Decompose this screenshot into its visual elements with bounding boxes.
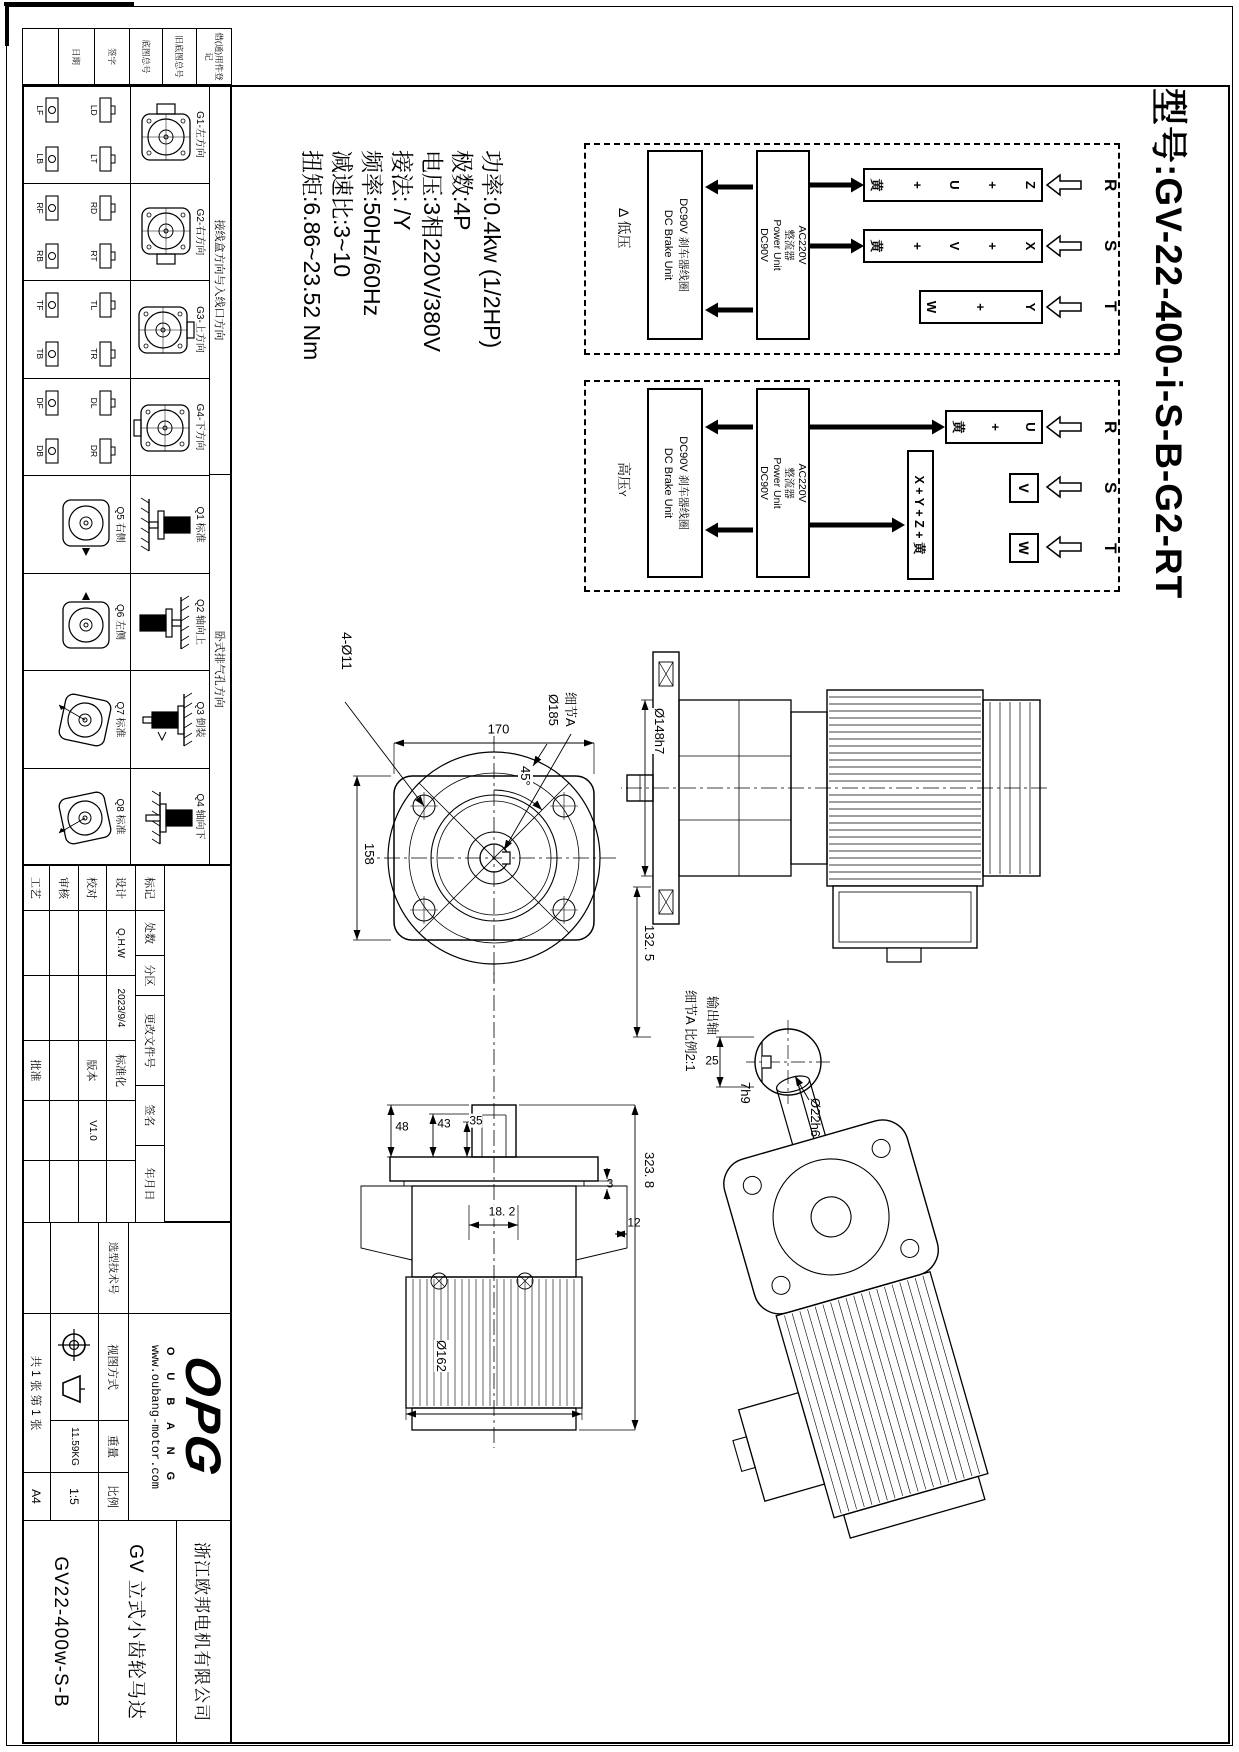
first-angle-symbol bbox=[58, 1328, 92, 1362]
tb-scale-value bbox=[50, 1472, 99, 1521]
orientation-code: LD bbox=[89, 104, 100, 116]
tb-version-val bbox=[78, 1100, 107, 1161]
power-unit-line: Power Unit bbox=[771, 219, 783, 271]
power-unit-line: 整流器 bbox=[783, 229, 796, 261]
margin-field-old-master bbox=[162, 28, 197, 85]
tb-empty-mid-bottom bbox=[22, 1222, 51, 1314]
orientation-cell-label: Q2 轴向上 bbox=[194, 598, 205, 646]
tb-design-label bbox=[106, 865, 136, 911]
terminal-char: + bbox=[985, 181, 1001, 189]
tb-label: 标记 bbox=[143, 877, 155, 899]
tb-design-date bbox=[106, 975, 136, 1041]
tb-r5-rest bbox=[22, 1160, 50, 1223]
cable-entry-icon bbox=[45, 146, 63, 172]
tb-view-label bbox=[98, 1313, 129, 1421]
terminal-char: Y bbox=[1023, 302, 1038, 312]
orientation-cell-label: Q1 标准 bbox=[194, 506, 205, 543]
terminal-char: + bbox=[909, 242, 925, 250]
orientation-code: DR bbox=[89, 444, 100, 458]
detail-ref-label: 细节A bbox=[563, 692, 578, 727]
tb-hdr-docno bbox=[135, 995, 165, 1086]
tb-label: 版本 bbox=[85, 1059, 98, 1082]
tb-empty-mid-top bbox=[128, 1222, 232, 1314]
spec-torque: 扭矩:6.86~23.52 Nm bbox=[299, 150, 325, 361]
orientation-cell-g4 bbox=[22, 378, 210, 475]
orientation-code: RT bbox=[89, 250, 100, 262]
terminal-char: U bbox=[1023, 422, 1038, 432]
tb-label: 审核 bbox=[57, 877, 69, 899]
orientation-cell-label: Q7 标准 bbox=[114, 701, 125, 738]
tb-label: 批准 bbox=[29, 1059, 41, 1082]
tb-product bbox=[98, 1520, 177, 1744]
orientation-cell-label: Q5 右侧 bbox=[114, 506, 125, 543]
tb-label: 分区 bbox=[143, 964, 155, 987]
terminal-char: 黄 bbox=[869, 178, 884, 192]
tb-value: 共 1 张 第 1 张 bbox=[29, 1355, 42, 1431]
tb-audit-sig bbox=[49, 910, 79, 976]
terminal-char: + bbox=[988, 423, 1004, 431]
tb-hdr-count bbox=[135, 910, 165, 956]
terminal-box-icon bbox=[99, 243, 117, 269]
view-isometric bbox=[641, 1051, 1009, 1561]
terminal-char: 黄 bbox=[951, 420, 966, 434]
orientation-cell-q3 bbox=[22, 670, 210, 768]
tb-r4-c5 bbox=[49, 1100, 79, 1161]
margin-field-sign bbox=[94, 28, 130, 85]
tb-check-sig bbox=[78, 910, 107, 976]
opg-logo: OPG bbox=[175, 1351, 231, 1482]
power-unit-line: AC220V bbox=[796, 225, 808, 265]
dim-body-dia: Ø162 bbox=[434, 1340, 449, 1372]
orientation-cell-label: Q4 轴向下 bbox=[194, 793, 205, 840]
dim-shaft-48: 48 bbox=[395, 1119, 409, 1134]
margin-field-label: 旧底图总号 bbox=[174, 35, 185, 78]
tb-r4-c4 bbox=[49, 1040, 79, 1101]
orientation-code: LT bbox=[89, 154, 100, 164]
motor-face-icon bbox=[49, 785, 115, 851]
dim-shaft-dia: Ø22h6 bbox=[808, 1098, 823, 1138]
orientation-header-text: 接线盒方向与入线口方向 bbox=[213, 219, 226, 341]
view-flange bbox=[345, 702, 616, 982]
orientation-code: DL bbox=[89, 397, 100, 409]
spec-voltage: 电压:3相220V/380V bbox=[419, 150, 445, 353]
tb-process-sig bbox=[22, 910, 50, 976]
orientation-cell-label: G3-上方向 bbox=[194, 306, 205, 353]
cable-entry-icon bbox=[45, 438, 63, 464]
terminal-box-icon bbox=[99, 341, 117, 367]
margin-field-label: 日期 bbox=[71, 47, 82, 65]
tb-standardize-label bbox=[106, 1040, 136, 1101]
power-unit-line: Power Unit bbox=[771, 457, 783, 509]
motor-side-icon bbox=[134, 688, 196, 752]
terminal-box-icon bbox=[99, 195, 117, 221]
tb-label: 年月日 bbox=[143, 1167, 155, 1201]
orientation-header-exhaust bbox=[209, 474, 232, 866]
phase-s-high: S bbox=[1101, 482, 1120, 494]
tb-label: 签名 bbox=[143, 1104, 155, 1127]
dim-flange-height: 158 bbox=[362, 843, 377, 865]
motor-face-icon bbox=[133, 100, 195, 170]
spec-power: 功率:0.4kw (1/2HP) bbox=[479, 150, 505, 349]
dim-key-width: 7h9 bbox=[738, 1082, 753, 1104]
tb-weight-value bbox=[50, 1420, 99, 1473]
brake-unit-line: DC90V 刹车器线圈 bbox=[677, 198, 689, 292]
orientation-code: TB bbox=[35, 348, 46, 360]
margin-field-master bbox=[129, 28, 163, 85]
titleblock-empty-top bbox=[164, 865, 232, 1222]
orientation-code: LF bbox=[35, 105, 46, 116]
motor-face-icon bbox=[133, 393, 195, 463]
tb-r2-rest bbox=[106, 1160, 136, 1223]
phase-t-low: T bbox=[1101, 301, 1120, 312]
terminal-box-icon bbox=[99, 438, 117, 464]
motor-face-icon bbox=[51, 492, 113, 558]
orientation-cell-q1 bbox=[22, 475, 210, 573]
tb-label: 重量 bbox=[106, 1435, 119, 1458]
dim-bolt-holes: 4-Ø11 bbox=[339, 632, 355, 670]
orientation-code: DF bbox=[35, 397, 46, 409]
orientation-cell-g3 bbox=[22, 280, 210, 378]
tb-label: 处数 bbox=[143, 922, 155, 944]
margin-field-borrow bbox=[196, 28, 232, 85]
cable-entry-icon bbox=[45, 195, 63, 221]
tb-label: 工艺 bbox=[29, 877, 41, 899]
orientation-header-terminal bbox=[209, 85, 232, 475]
orientation-code: LB bbox=[35, 153, 46, 164]
orientation-cell-q4 bbox=[22, 768, 210, 865]
tb-hdr-sign bbox=[135, 1085, 165, 1146]
phase-r-high: R bbox=[1101, 421, 1120, 434]
drawing-number: GV22-400w-S-B bbox=[50, 1556, 72, 1708]
tb-check-label bbox=[78, 865, 107, 911]
tb-hdr-zone bbox=[135, 955, 165, 996]
tb-approve-val bbox=[22, 1100, 50, 1161]
tb-standardize-val bbox=[106, 1100, 136, 1161]
power-unit-line: 整流器 bbox=[783, 467, 796, 499]
cable-entry-icon bbox=[45, 97, 63, 123]
tb-scale-label bbox=[98, 1472, 129, 1521]
power-unit-line: AC220V bbox=[796, 463, 808, 503]
tb-approve-label bbox=[22, 1040, 50, 1101]
tb-label: 设计 bbox=[114, 877, 126, 899]
orientation-cell-label: G4-下方向 bbox=[194, 403, 205, 451]
motor-face-icon bbox=[49, 687, 115, 753]
brake-unit-line: DC Brake Unit bbox=[662, 447, 674, 519]
orientation-code: RD bbox=[89, 201, 100, 215]
tb-audit-date bbox=[49, 975, 79, 1041]
orientation-cell-label: Q6 左侧 bbox=[114, 603, 125, 641]
terminal-box-icon bbox=[99, 146, 117, 172]
orientation-cell-q2 bbox=[22, 573, 210, 670]
tb-value: 1:5 bbox=[67, 1488, 82, 1505]
terminal-char: Z bbox=[1023, 181, 1038, 189]
power-unit-line: DC90V bbox=[758, 466, 771, 500]
terminal-box-icon bbox=[99, 292, 117, 318]
dim-pcd: Ø185 bbox=[546, 694, 561, 726]
detail-scale-label: 细节A 比例2:1 bbox=[683, 990, 698, 1072]
power-unit-line: DC90V bbox=[758, 228, 771, 262]
orientation-code: RB bbox=[35, 250, 46, 262]
cable-entry-icon bbox=[45, 292, 63, 318]
dim-plate-3: 3 bbox=[606, 1176, 614, 1191]
terminal-char: + bbox=[985, 242, 1001, 250]
orientation-cell-g1 bbox=[22, 85, 210, 183]
motor-side-icon bbox=[134, 493, 196, 557]
motor-face-icon bbox=[51, 590, 113, 656]
margin-field-label: 签字 bbox=[107, 47, 117, 65]
motor-side-icon bbox=[134, 786, 196, 850]
orientation-cell-label: G1-左方向 bbox=[194, 111, 205, 158]
terminal-box-icon bbox=[99, 390, 117, 416]
model-number: 型号:GV-22-400-i-S-B-G2-RT bbox=[1148, 88, 1189, 600]
dim-angle: 45° bbox=[518, 766, 533, 786]
corner-mark-h bbox=[5, 2, 9, 46]
dim-flange-width: 170 bbox=[487, 721, 510, 737]
tb-logo-cell bbox=[128, 1313, 232, 1521]
orientation-header-text: 卧式排气孔方向 bbox=[213, 630, 226, 708]
company-name: 浙江欧邦电机有限公司 bbox=[192, 1542, 212, 1722]
dim-keyway: 18. 2 bbox=[488, 1204, 516, 1219]
dim-boss-12: 12 bbox=[627, 1215, 641, 1230]
drawing-views bbox=[232, 85, 1230, 1744]
spec-connection: 接法: /Y bbox=[389, 150, 415, 231]
tb-projection-cell bbox=[50, 1313, 99, 1421]
tb-check-date bbox=[78, 975, 107, 1041]
tb-label: 比例 bbox=[106, 1485, 119, 1508]
terminal-char: U bbox=[947, 180, 963, 190]
terminal-char: X + Y + Z + 黄 bbox=[912, 475, 927, 555]
cable-entry-icon bbox=[45, 341, 63, 367]
spec-poles: 极数:4P bbox=[449, 150, 475, 231]
third-angle-symbol bbox=[62, 1372, 88, 1406]
cable-entry-icon bbox=[45, 243, 63, 269]
terminal-box-icon bbox=[99, 97, 117, 123]
orientation-code: TF bbox=[35, 300, 46, 311]
phase-s-low: S bbox=[1101, 240, 1120, 252]
orientation-cell-label: G2-右方向 bbox=[194, 208, 205, 256]
terminal-char: V bbox=[1016, 483, 1032, 493]
orientation-code: TL bbox=[89, 300, 100, 311]
margin-field-label: 底图总号 bbox=[141, 39, 151, 74]
tb-audit-label bbox=[49, 865, 79, 911]
orientation-code: TR bbox=[89, 348, 100, 360]
dim-across-25: 25 bbox=[705, 1053, 719, 1068]
tb-r4-rest bbox=[49, 1160, 79, 1223]
view-side bbox=[621, 652, 1047, 1037]
tb-weight-label bbox=[98, 1420, 129, 1473]
tb-value: 2023/9/4 bbox=[115, 988, 127, 1028]
wiring-label-text: 高压 bbox=[616, 462, 632, 490]
dim-shaft-43: 43 bbox=[437, 1116, 451, 1131]
margin-field-label: 借(通)用件登记 bbox=[204, 32, 224, 81]
dim-total-length: 323. 8 bbox=[642, 1152, 657, 1189]
terminal-char: W bbox=[924, 300, 939, 314]
oubang-wordmark: O U B A N G bbox=[164, 1346, 176, 1488]
tb-company bbox=[176, 1520, 232, 1744]
orientation-code: RF bbox=[35, 202, 46, 214]
orientation-cell-g2 bbox=[22, 183, 210, 280]
terminal-char: + bbox=[909, 181, 925, 189]
tb-version-label bbox=[78, 1040, 107, 1101]
spec-frequency: 频率:50Hz/60Hz bbox=[359, 150, 385, 317]
tb-label: 选型技术号 bbox=[107, 1241, 119, 1295]
tb-design-sig bbox=[106, 910, 136, 976]
tb-r3-rest bbox=[78, 1160, 107, 1223]
tb-process-label bbox=[22, 865, 50, 911]
tb-value: Q.H.W bbox=[115, 928, 127, 958]
dim-shaft-35: 35 bbox=[469, 1113, 483, 1128]
tb-label: 视图方式 bbox=[106, 1344, 119, 1390]
phase-r-low: R bbox=[1101, 179, 1120, 192]
tb-value: 11.59KG bbox=[69, 1427, 80, 1466]
motor-side-icon bbox=[134, 591, 196, 655]
brake-unit-line: DC90V 刹车器线圈 bbox=[677, 436, 689, 530]
terminal-char: + bbox=[973, 303, 989, 311]
tb-process-date bbox=[22, 975, 50, 1041]
wiring-label-sub: Y bbox=[616, 490, 627, 497]
terminal-char: X bbox=[1023, 241, 1038, 251]
tb-label: 校对 bbox=[85, 877, 98, 899]
product-name: GV 立式小齿轮马达 bbox=[125, 1544, 146, 1720]
orientation-cell-label: Q3 倒装 bbox=[194, 701, 205, 738]
tb-size bbox=[22, 1472, 51, 1521]
dim-spigot: Ø148h7 bbox=[652, 708, 667, 755]
dim-offset: 132. 5 bbox=[642, 925, 657, 962]
terminal-char: 黄 bbox=[869, 239, 884, 253]
orientation-cell-label: Q8 标准 bbox=[114, 798, 125, 835]
motor-face-icon bbox=[133, 198, 195, 268]
margin-field-empty bbox=[22, 28, 59, 85]
tb-empty-mid bbox=[50, 1222, 99, 1314]
tb-hdr-date bbox=[135, 1145, 165, 1223]
cable-entry-icon bbox=[45, 390, 63, 416]
tb-value: A4 bbox=[29, 1489, 44, 1504]
tb-drawing-no bbox=[22, 1520, 99, 1744]
terminal-char: V bbox=[947, 241, 963, 251]
phase-t-high: T bbox=[1101, 543, 1120, 554]
website-url: www.oubang-motor.com bbox=[148, 1344, 162, 1490]
tb-label: 标准化 bbox=[114, 1054, 126, 1087]
output-shaft-label: 输出轴 bbox=[705, 996, 720, 1036]
wiring-label-low: Δ 低压 bbox=[616, 208, 632, 249]
tb-sheets bbox=[22, 1313, 51, 1473]
spec-ratio: 减速比:3~10 bbox=[329, 150, 355, 278]
brake-unit-line: DC Brake Unit bbox=[662, 209, 674, 281]
orientation-code: DB bbox=[35, 445, 46, 457]
tb-value: V1.0 bbox=[87, 1120, 98, 1141]
motor-face-icon bbox=[133, 295, 195, 365]
tb-label: 更改文件号 bbox=[143, 1013, 155, 1068]
terminal-char: W bbox=[1016, 541, 1032, 555]
tb-selection-label bbox=[98, 1222, 129, 1314]
corner-mark-v bbox=[4, 2, 134, 6]
margin-field-date bbox=[58, 28, 95, 85]
tb-hdr-mark bbox=[135, 865, 165, 911]
